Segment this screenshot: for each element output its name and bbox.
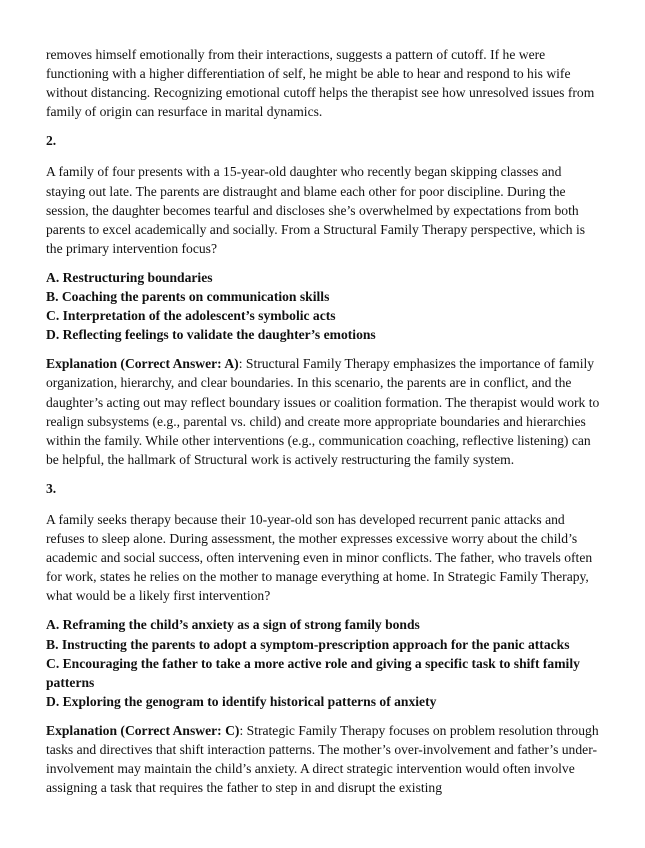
explanation — [46, 354, 602, 469]
answer-options — [46, 615, 602, 710]
document-page — [46, 45, 602, 807]
option-d: D. Exploring the genogram to identify historical patterns of anxiety — [46, 693, 437, 709]
explanation — [46, 721, 602, 797]
option-a: A. Reframing the child’s anxiety as a sign of strong family bonds — [46, 617, 420, 633]
explanation-text: : Structural Family Therapy emphasizes the importance of family organization, hierarchy, and clear boundaries. In this scenario, the parents are in conflict, and the daughter’s acting out may reflect boundary issues or coalition formation. The therapist would work to realign subsystems (e.g., parental vs. child) and create more appropriate boundaries and hierarchies within the family. While other interventions (e.g., communication coaching, reflective listening) can be helpful, the hallmark of Structural work is actively restructuring the family system. — [46, 356, 600, 467]
answer-options — [46, 268, 602, 344]
question-number: 2. — [46, 133, 57, 149]
option-c: C. Encouraging the father to take a more active role and giving a specific task to shift family patterns — [46, 655, 580, 690]
explanation-label: Explanation (Correct Answer: A) — [46, 356, 239, 372]
question-number: 3. — [46, 480, 57, 496]
option-a: A. Restructuring boundaries — [46, 269, 213, 285]
explanation-label: Explanation (Correct Answer: C) — [46, 722, 240, 738]
option-b: B. Coaching the parents on communication skills — [46, 289, 330, 305]
explanation-text: : Strategic Family Therapy focuses on problem resolution through tasks and directives that shift interaction patterns. The mother’s over-involvement and father’s under-involvement may maintain the child’s anxiety. A direct strategic intervention would often involve assigning a task that requires the father to step in and disrupt the existing — [46, 722, 599, 796]
intro-paragraph: removes himself emotionally from their interactions, suggests a pattern of cutoff. If he were functioning with a higher differentiation of self, he might be able to hear and respond to his wife without distancing. Recognizing emotional cutoff helps the therapist see how unresolved issues from family of origin can resurface in marital dynamics. — [46, 47, 595, 120]
option-d: D. Reflecting feelings to validate the daughter’s emotions — [46, 327, 376, 343]
question-stem: A family seeks therapy because their 10-year-old son has developed recurrent panic attacks and refuses to sleep alone. During assessment, the mother expresses excessive worry about the child’s academic and social success, often intervening even in minor conflicts. The father, who travels often for work, states he relies on the mother to manage everything at home. In Strategic Family Therapy, what would be a likely first intervention? — [46, 511, 593, 604]
question-3 — [46, 479, 602, 797]
option-c: C. Interpretation of the adolescent’s symbolic acts — [46, 308, 336, 324]
question-stem: A family of four presents with a 15-year-old daughter who recently began skipping classes and staying out late. The parents are distraught and blame each other for poor discipline. During the session, the daughter becomes tearful and discloses she’s overwhelmed by expectations from both parents to excel academically and socially. From a Structural Family Therapy perspective, which is the primary intervention focus? — [46, 164, 586, 256]
question-2 — [46, 131, 602, 469]
option-b: B. Instructing the parents to adopt a symptom-prescription approach for the panic attacks — [46, 636, 570, 652]
